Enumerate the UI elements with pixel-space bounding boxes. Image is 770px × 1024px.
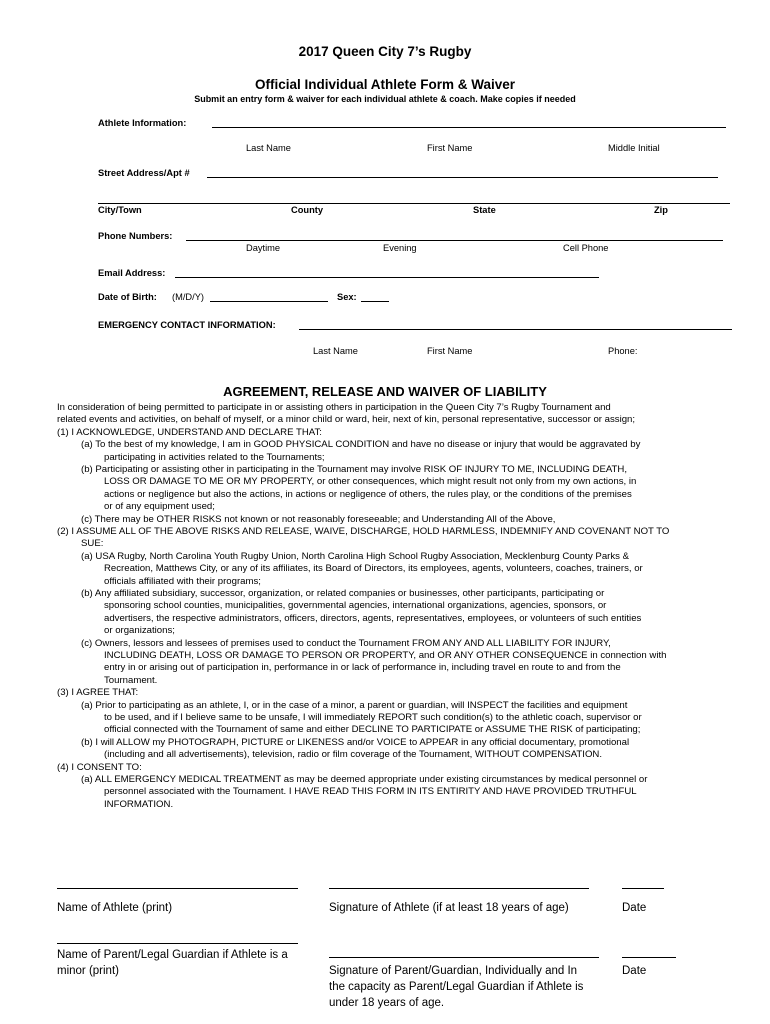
clause-line: (c) There may be OTHER RISKS not known or not reasonably foreseeable; and Understanding All of the Above, — [81, 513, 556, 525]
emergency-first-name-caption: First Name — [427, 346, 473, 356]
parent-name-line[interactable] — [57, 943, 298, 944]
athlete-name-caption: Name of Athlete (print) — [57, 902, 173, 914]
clause-line: (b) Any affiliated subsidiary, successor, organization, or related companies or businesses, other participants, participating or — [81, 588, 605, 599]
city-town-caption: City/Town — [98, 205, 142, 215]
clause-line: (b) I will ALLOW my PHOTOGRAPH, PICTURE or LIKENESS and/or VOICE to APPEAR in any official documentary, promotional — [81, 736, 630, 748]
clause-line: Tournament. — [104, 674, 158, 686]
email-label: Email Address: — [98, 268, 166, 278]
dob-label: Date of Birth: — [98, 292, 157, 302]
sex-field[interactable] — [361, 301, 389, 302]
state-caption: State — [473, 205, 496, 215]
clause-line: (including and all advertisements), television, radio or film coverage of the Tournament, WITHOUT COMPENSATION. — [104, 749, 602, 761]
emergency-last-name-caption: Last Name — [313, 346, 358, 356]
section-1-heading: (1) I ACKNOWLEDGE, UNDERSTAND AND DECLARE THAT: — [57, 426, 322, 438]
parent-signature-caption: Signature of Parent/Guardian, Individually and In the capacity as Parent/Legal Guardian if Athlete is under 18 years of age. — [329, 965, 584, 1009]
date-caption: Date — [622, 965, 647, 977]
sex-label: Sex: — [337, 292, 357, 302]
clause-line: or of any equipment used; — [104, 501, 215, 513]
intro-line: In consideration of being permitted to participate in or assisting others in participation in the Queen City 7’s Rugby Tournament and — [57, 402, 611, 413]
athlete-name-field[interactable] — [212, 127, 726, 128]
clause-line: (a) ALL EMERGENCY MEDICAL TREATMENT as may be deemed appropriate under existing circumstances by medical personnel or — [81, 774, 648, 785]
county-caption: County — [291, 205, 324, 215]
form-title: Official Individual Athlete Form & Waiver — [254, 77, 516, 92]
clause-line: Recreation, Matthews City, or any of its affiliates, its Board of Directors, its employees, agents, volunteers, coaches, trainers, or — [104, 563, 643, 575]
street-address-label: Street Address/Apt # — [98, 168, 190, 178]
clause-line: LOSS OR DAMAGE TO ME OR MY PROPERTY, or other consequences, which might result not only from my own actions, in — [104, 476, 637, 488]
date-line[interactable] — [622, 888, 664, 889]
clause-line: entry in or arising out of participation in, performance in or lack of performance in, including travel en route to and from the — [104, 662, 621, 674]
clause-line: to be used, and if I believe same to be unsafe, I will immediately REPORT such condition(s) to the athletic coach, supervisor or — [104, 712, 642, 723]
last-name-caption: Last Name — [246, 143, 291, 153]
dob-field[interactable] — [210, 301, 328, 302]
athlete-info-label: Athlete Information: — [98, 118, 187, 128]
clause-line: personnel associated with the Tournament. I HAVE READ THIS FORM IN ITS ENTIRITY AND HAVE PROVIDED TRUTHFUL — [104, 786, 637, 798]
parent-signature-line[interactable] — [329, 957, 599, 958]
athlete-name-line[interactable] — [57, 888, 298, 889]
intro-line: related events and activities, on behalf of myself, or a minor child or ward, heir, next of kin, personal representative, successor or assign; — [57, 414, 636, 426]
clause-line: advertisers, the respective administrators, officers, directors, agents, representatives, employees, or volunteers of such entities — [104, 612, 642, 624]
city-county-state-zip-field[interactable] — [98, 203, 730, 204]
clause-line: (a) To the best of my knowledge, I am in GOOD PHYSICAL CONDITION and have no disease or injury that would be aggravated by — [81, 439, 641, 451]
section-2-heading-cont: SUE: — [81, 538, 104, 550]
clause-line: (b) Participating or assisting other in participating in the Tournament may involve RISK OF INJURY TO ME, INCLUDING DEATH, — [81, 464, 627, 475]
clause-line: INCLUDING DEATH, LOSS OR DAMAGE TO PERSON OR PROPERTY, and OR ANY OTHER CONSEQUENCE in connection with — [104, 650, 667, 661]
dob-format: (M/D/Y) — [172, 292, 205, 302]
athlete-signature-line[interactable] — [329, 888, 589, 889]
clause-line: INFORMATION. — [104, 798, 174, 810]
agreement-heading: AGREEMENT, RELEASE AND WAIVER OF LIABILITY — [223, 384, 547, 399]
clause-line: (c) Owners, lessors and lessees of premises used to conduct the Tournament FROM ANY AND ALL LIABILITY FOR INJURY, — [81, 637, 611, 649]
date-caption: Date — [622, 902, 647, 914]
emergency-contact-field[interactable] — [299, 329, 732, 330]
clause-line: official connected with the Tournament of same and either DECLINE TO PARTICIPATE or ASSUME THE RISK of participating; — [104, 724, 641, 736]
cell-phone-caption: Cell Phone — [563, 243, 609, 253]
clause-line: officials affiliated with their programs; — [104, 575, 261, 587]
clause-line: actions or negligence but also the actions, in actions or negligence of others, the rules play, or the conditions of the premises — [104, 488, 632, 500]
form-instructions: Submit an entry form & waiver for each individual athlete & coach. Make copies if needed — [194, 94, 576, 104]
email-field[interactable] — [175, 277, 599, 278]
event-title: 2017 Queen City 7’s Rugby — [298, 44, 472, 59]
section-2-heading: (2) I ASSUME ALL OF THE ABOVE RISKS AND RELEASE, WAIVE, DISCHARGE, HOLD HARMLESS, INDEMNIFY AND COVENANT NOT TO — [57, 526, 670, 537]
section-4-heading: (4) I CONSENT TO: — [57, 761, 142, 773]
section-3-heading: (3) I AGREE THAT: — [57, 687, 139, 699]
athlete-signature-caption: Signature of Athlete (if at least 18 years of age) — [329, 902, 569, 914]
clause-line: or organizations; — [104, 625, 175, 637]
daytime-caption: Daytime — [246, 243, 281, 253]
date-line[interactable] — [622, 957, 676, 958]
phone-numbers-field[interactable] — [186, 240, 723, 241]
first-name-caption: First Name — [427, 143, 473, 153]
emergency-phone-caption: Phone: — [608, 346, 638, 356]
emergency-contact-label: EMERGENCY CONTACT INFORMATION: — [98, 320, 276, 330]
phone-numbers-label: Phone Numbers: — [98, 231, 173, 241]
middle-initial-caption: Middle Initial — [608, 143, 660, 153]
clause-line: sponsoring school counties, municipalities, governmental agencies, international organizations, agencies, sponsors, or — [104, 600, 607, 612]
parent-name-caption: Name of Parent/Legal Guardian if Athlete is a minor (print) — [57, 949, 288, 977]
clause-line: (a) Prior to participating as an athlete, I, or in the case of a minor, a parent or guardian, will INSPECT the facilities and equipment — [81, 699, 628, 711]
evening-caption: Evening — [383, 243, 417, 253]
street-address-field[interactable] — [207, 177, 718, 178]
clause-line: (a) USA Rugby, North Carolina Youth Rugby Union, North Carolina High School Rugby Association, Mecklenburg County Parks & — [81, 550, 630, 562]
zip-caption: Zip — [654, 205, 668, 215]
clause-line: participating in activities related to the Tournaments; — [104, 451, 325, 463]
